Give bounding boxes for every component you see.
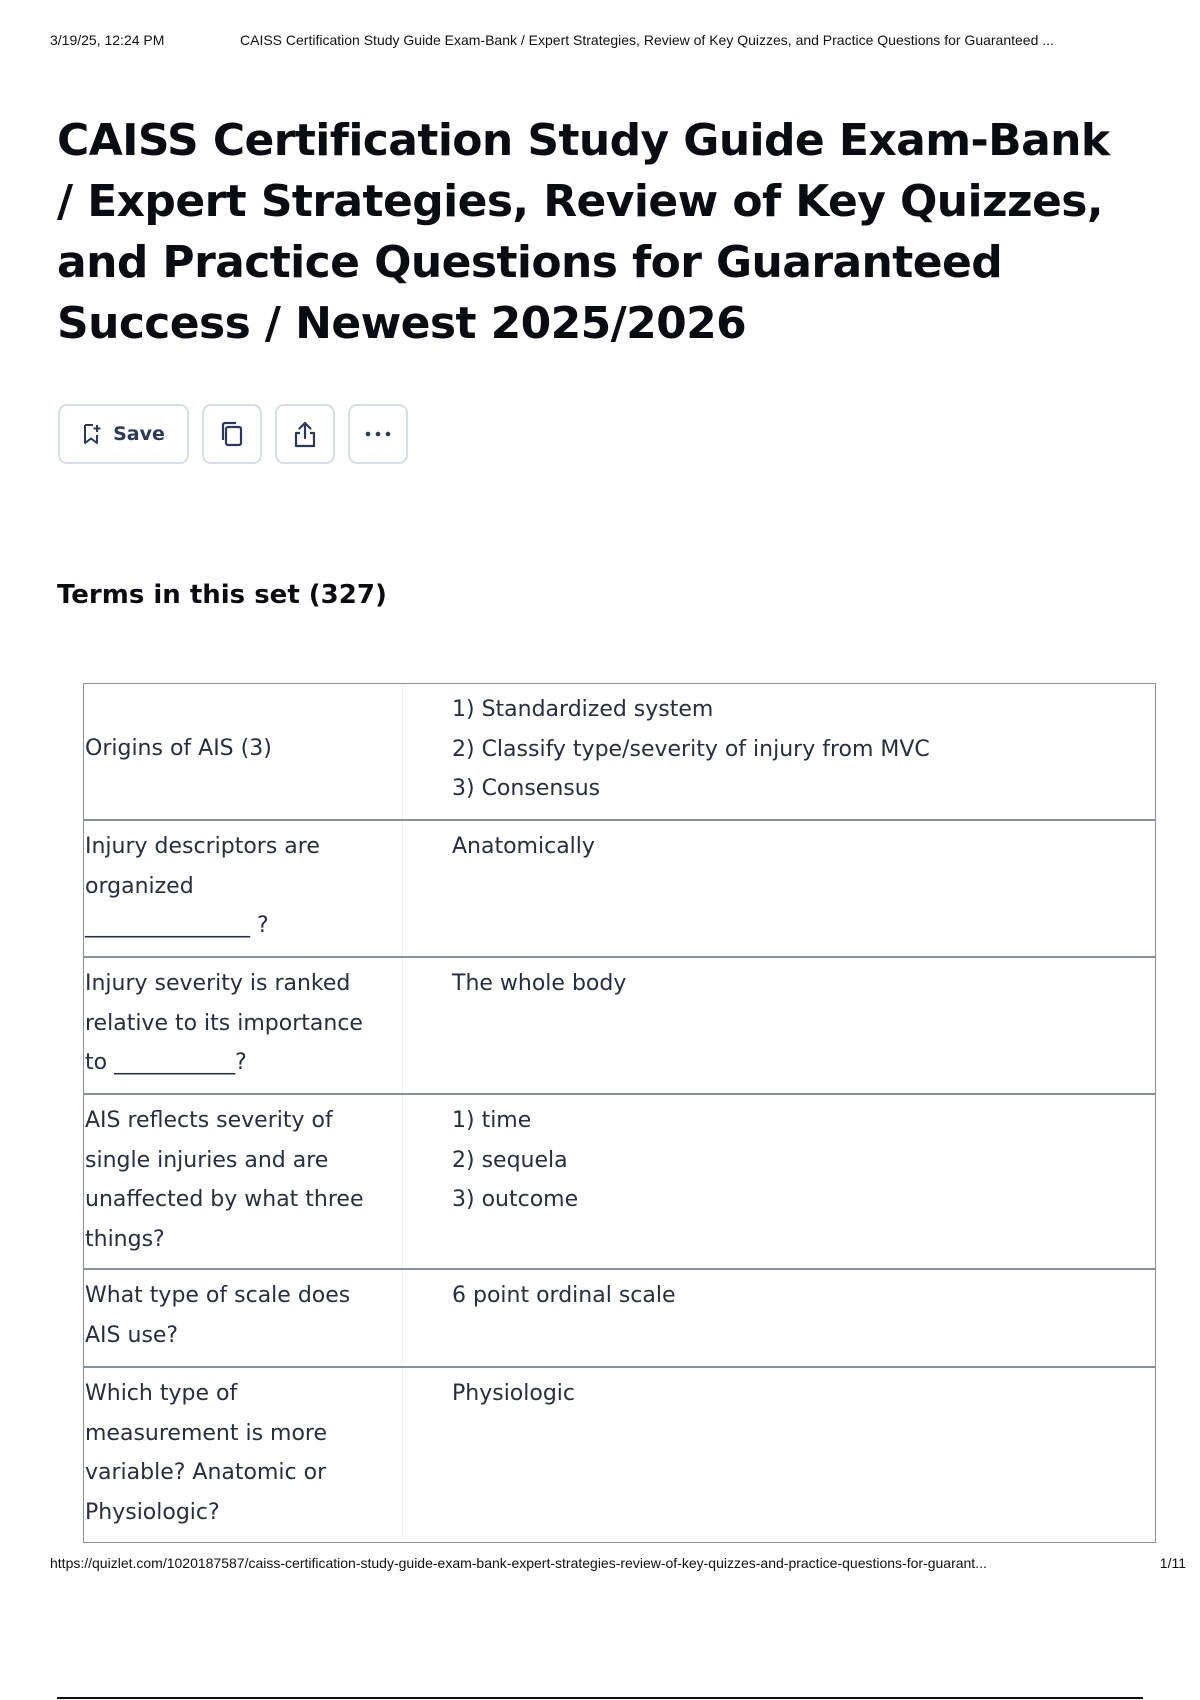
term-row [84,1095,1155,1270]
bookmark-add-icon [82,423,102,445]
definition-text: Physiologic [452,1381,576,1406]
term-text: AIS reflects severity of single injuries and are unaffected by what three things? [84,1095,403,1268]
definition-text: 1) time 2) sequela 3) outcome [452,1108,579,1212]
share-button[interactable] [275,404,335,464]
term-row [84,1270,1155,1368]
term-text: Which type of measurement is more variable? Anatomic or Physiologic? [84,1368,403,1542]
term-row [84,684,1155,821]
definition-text: The whole body [452,971,627,996]
term-text: Injury descriptors are organized _______________ ? [84,821,403,956]
page-url: https://quizlet.com/1020187587/caiss-certification-study-guide-exam-bank-expert-strategies-review-of-key-quizzes-and-practice-questions-for-guarant... [50,1555,987,1571]
save-button[interactable] [58,404,189,464]
print-date: 3/19/25, 12:24 PM [50,32,165,48]
term-text: Origins of AIS (3) [84,684,403,819]
term-row [84,1368,1155,1542]
terms-heading: Terms in this set (327) [57,580,387,610]
share-icon [291,419,319,449]
page-divider [57,1697,1143,1699]
print-document-title: CAISS Certification Study Guide Exam-Bank / Expert Strategies, Review of Key Quizzes, and Practice Questions for Guaranteed ... [240,32,1054,48]
definition-text: 6 point ordinal scale [452,1283,676,1308]
definition-text: Anatomically [452,834,595,859]
term-text: Injury severity is ranked relative to its importance to ___________? [84,958,403,1093]
copy-icon [218,419,246,449]
print-header [50,32,1182,52]
definition-text: 1) Standardized system 2) Classify type/severity of injury from MVC 3) Consensus [452,697,930,801]
copy-button[interactable] [202,404,262,464]
action-toolbar [58,404,408,464]
term-row [84,821,1155,958]
more-horizontal-icon [363,430,393,438]
term-row [84,958,1155,1095]
terms-table [83,683,1156,1543]
term-text: What type of scale does AIS use? [84,1270,403,1366]
save-label: Save [113,423,165,445]
print-footer [50,1555,1186,1575]
page-title: CAISS Certification Study Guide Exam-Bank / Expert Strategies, Review of Key Quizzes, and Practice Questions for Guaranteed Success / Newest 2025/2026 [57,115,1110,349]
page-number: 1/11 [1159,1555,1186,1571]
more-options-button[interactable] [348,404,408,464]
